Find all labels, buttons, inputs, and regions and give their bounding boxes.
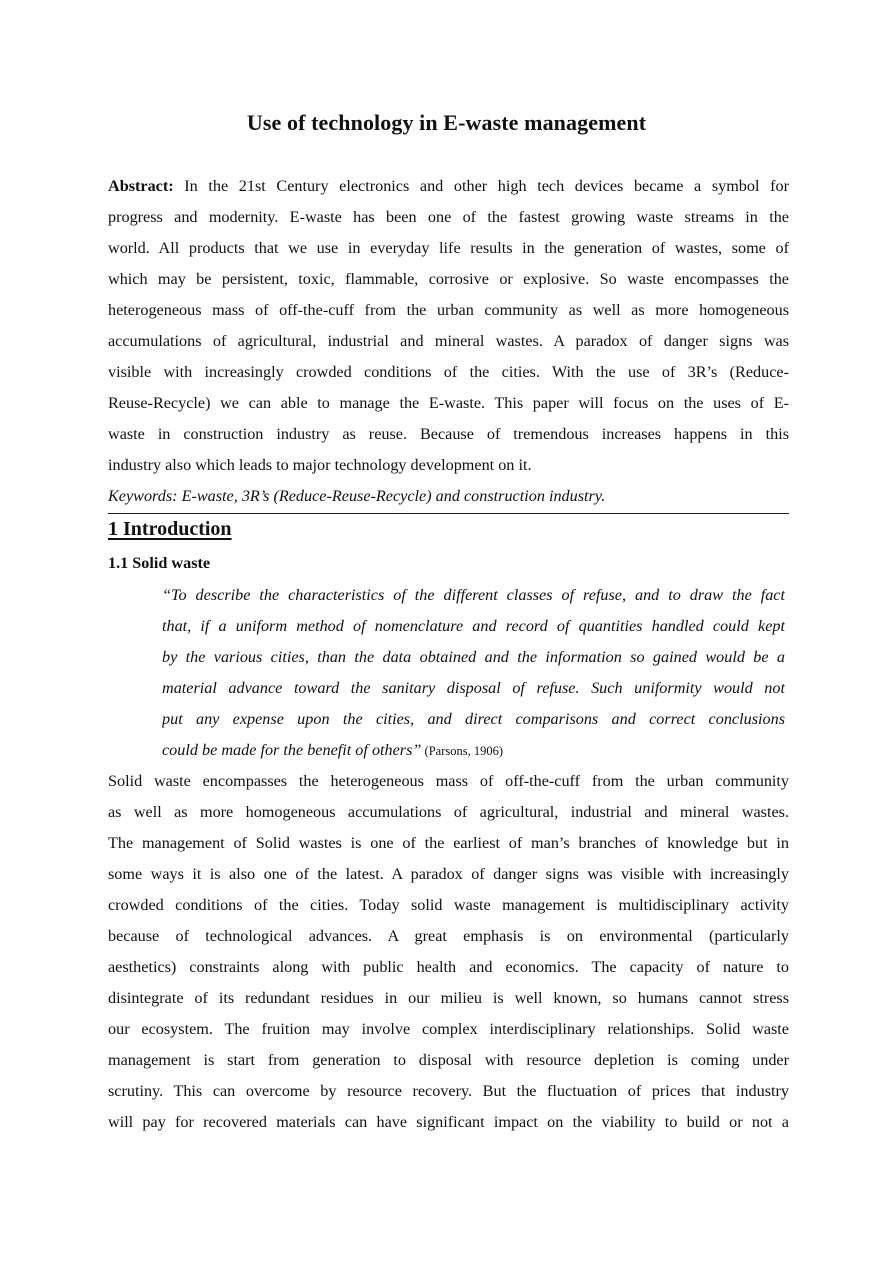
abstract-line: which may be persistent, toxic, flammable, corrosive or explosive. So waste encompasses the bbox=[108, 270, 789, 288]
body-line: management is start from generation to disposal with resource depletion is coming under bbox=[108, 1051, 789, 1069]
abstract-line: waste in construction industry as reuse. Because of tremendous increases happens in this bbox=[108, 425, 789, 443]
quote-line: could be made for the benefit of others” (Parsons, 1906) bbox=[162, 741, 504, 759]
keywords: Keywords: E-waste, 3R’s (Reduce-Reuse-Recycle) and construction industry. bbox=[108, 487, 606, 505]
subsection-heading-solid-waste: 1.1 Solid waste bbox=[108, 554, 211, 572]
body-paragraph bbox=[108, 766, 789, 1138]
abstract-line: accumulations of agricultural, industrial and mineral wastes. A paradox of danger signs was bbox=[108, 332, 789, 350]
abstract-line: visible with increasingly crowded conditions of the cities. With the use of 3R’s (Reduce- bbox=[108, 363, 789, 381]
quote-line: put any expense upon the cities, and direct comparisons and correct conclusions bbox=[162, 710, 785, 728]
abstract-line: Reuse-Recycle) we can able to manage the E-waste. This paper will focus on the uses of E- bbox=[108, 394, 789, 412]
quote-line: that, if a uniform method of nomenclature and record of quantities handled could kept bbox=[162, 617, 785, 635]
abstract-label: Abstract: bbox=[108, 177, 174, 195]
body-line: Solid waste encompasses the heterogeneous mass of off-the-cuff from the urban community bbox=[108, 772, 789, 790]
quote-line: by the various cities, than the data obtained and the information so gained would be a bbox=[162, 648, 785, 666]
body-line: disintegrate of its redundant residues in our milieu is well known, so humans cannot stress bbox=[108, 989, 789, 1007]
citation: (Parsons, 1906) bbox=[421, 744, 504, 758]
quote-line: “To describe the characteristics of the different classes of refuse, and to draw the fact bbox=[162, 586, 785, 604]
body-line: some ways it is also one of the latest. A paradox of danger signs was visible with increasingly bbox=[108, 865, 789, 883]
body-line: scrutiny. This can overcome by resource recovery. But the fluctuation of prices that industry bbox=[108, 1082, 789, 1100]
abstract bbox=[108, 171, 789, 512]
body-line: will pay for recovered materials can have significant impact on the viability to build or not a bbox=[108, 1113, 789, 1131]
abstract-line: world. All products that we use in everyday life results in the generation of wastes, some of bbox=[108, 239, 789, 257]
abstract-line: progress and modernity. E-waste has been one of the fastest growing waste streams in the bbox=[108, 208, 789, 226]
body-line: as well as more homogeneous accumulations of agricultural, industrial and mineral wastes. bbox=[108, 803, 789, 821]
body-line: because of technological advances. A great emphasis is on environmental (particularly bbox=[108, 927, 789, 945]
block-quote bbox=[162, 580, 785, 766]
body-line: crowded conditions of the cities. Today solid waste management is multidisciplinary activity bbox=[108, 896, 789, 914]
abstract-line: industry also which leads to major technology development on it. bbox=[108, 456, 532, 474]
section-heading-introduction: 1 Introduction bbox=[108, 518, 232, 540]
abstract-line: Abstract: In the 21st Century electronics and other high tech devices became a symbol for bbox=[108, 177, 789, 195]
body-line: aesthetics) constraints along with public health and economics. The capacity of nature to bbox=[108, 958, 789, 976]
paper-title: Use of technology in E-waste management bbox=[246, 110, 647, 135]
body-line: our ecosystem. The fruition may involve complex interdisciplinary relationships. Solid waste bbox=[108, 1020, 789, 1038]
body-line: The management of Solid wastes is one of the earliest of man’s branches of knowledge but in bbox=[108, 834, 789, 852]
quote-line: material advance toward the sanitary disposal of refuse. Such uniformity would not bbox=[162, 679, 785, 697]
abstract-line: heterogeneous mass of off-the-cuff from the urban community as well as more homogeneous bbox=[108, 301, 789, 319]
